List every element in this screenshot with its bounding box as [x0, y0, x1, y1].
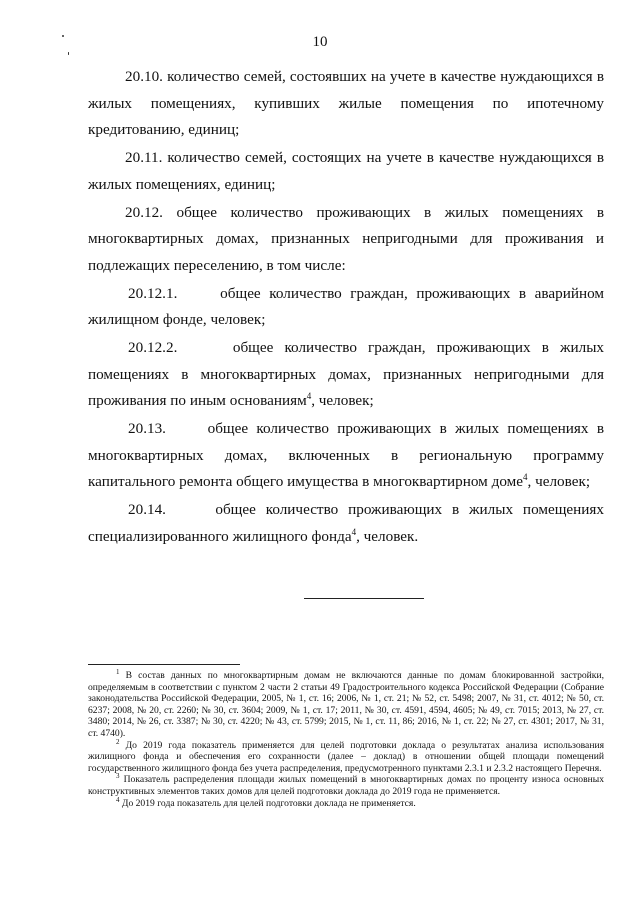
- footnote-mark: 3: [116, 772, 120, 781]
- footnote-mark: 2: [116, 737, 120, 746]
- footnote-mark: 4: [116, 795, 120, 804]
- footnote-text: В состав данных по многоквартирным домам не включаются данные по домам блокированной застройки, определяемым в соответствии с пунктом 2 части 2 статьи 49 Градостроительного кодекса Российской Федерации (Собрание законодательства Российской Федерации, 2005, № 1, ст. 16; 2006, № 1, ст. 21; № 52, ст. 5498; 2007, № 31, ст. 4012; № 50, ст. 6237; 2008, № 20, ст. 2260; № 30, ст. 3604; 2009, № 1, ст. 17; 2011, № 30, ст. 4591, 4594, 4605; № 49, ст. 7015; 2013, № 27, ст. 3480; 2014, № 26, ст. 3387; № 30, ст. 4220; № 43, ст. 5799; 2015, № 1, ст. 11, 86; 2016, № 1, ст. 22; № 27, ст. 4301; 2017, № 31, ст. 4740).: [88, 670, 604, 739]
- section-divider: [304, 598, 424, 599]
- paragraph-20-12-2: [88, 335, 608, 415]
- footnote-ref: 4: [351, 526, 357, 537]
- paragraph-text: 20.12.2. общее количество граждан, проживающих в жилых помещениях в многоквартирных домах, признанных непригодными для проживания по иным основаниям: [88, 339, 608, 409]
- paragraph-20-14: [88, 497, 608, 550]
- paragraph-20-11: 20.11. количество семей, состоящих на учете в качестве нуждающихся в жилых помещениях, единиц;: [88, 149, 604, 193]
- footnote-text: До 2019 года показатель применяется для целей подготовки доклада о результатах анализа использования жилищного фонда и обеспечения его сохранности (далее – доклад) в отношении общей площади помещений государственного жилищного фонда без учета распределения, предусмотренного пунктами 2.3.1 и 2.3.2 настоящего Перечня.: [88, 739, 604, 774]
- footnote-ref: 4: [306, 390, 312, 401]
- footnotes: [88, 667, 604, 809]
- main-text: [88, 64, 608, 552]
- footnote-3: [88, 774, 604, 797]
- footnote-2: [88, 737, 604, 775]
- footnote-1: [88, 667, 604, 740]
- paragraph-20-12: 20.12. общее количество проживающих в жилых помещениях в многоквартирных домах, признанных непригодными для проживания и подлежащих переселению, в том числе:: [88, 203, 604, 274]
- paragraph-text: , человек.: [356, 527, 419, 545]
- paragraph-20-13: [88, 416, 608, 496]
- paragraph-text: , человек;: [311, 392, 374, 409]
- page-number: 10: [312, 34, 328, 50]
- footnote-text: Показатель распределения площади жилых помещений в многоквартирных домах по проценту износа основных конструктивных элементов таких домов для целей подготовки доклада до 2019 года не применяется.: [88, 774, 604, 797]
- paragraph-20-10: 20.10. количество семей, состоявших на учете в качестве нуждающихся в жилых помещениях, купивших жилые помещения по ипотечному кредитованию, единиц;: [88, 68, 604, 138]
- scan-speck: [68, 52, 69, 55]
- footnote-text: До 2019 года показатель для целей подготовки доклада не применяется.: [119, 797, 416, 809]
- footnote-mark: 1: [116, 667, 120, 676]
- paragraph-text: 20.14. общее количество проживающих в жилых помещениях специализированного жилищного фонда: [88, 501, 608, 545]
- footnote-separator: [88, 664, 240, 665]
- paragraph-text: , человек;: [527, 473, 591, 490]
- paragraph-20-12-1: 20.12.1. общее количество граждан, проживающих в аварийном жилищном фонде, человек;: [88, 284, 608, 328]
- paragraph-text: 20.13. общее количество проживающих в жилых помещениях в многоквартирных домах, включенных в региональную программу капитального ремонта общего имущества в многоквартирном доме: [88, 420, 608, 490]
- footnote-4: [88, 795, 604, 810]
- footnote-ref: 4: [522, 471, 528, 482]
